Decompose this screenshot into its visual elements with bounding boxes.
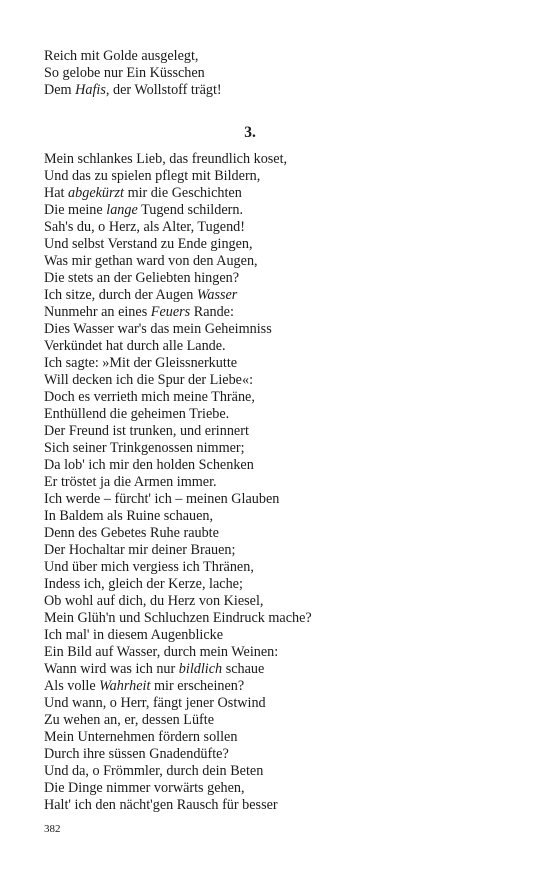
- line-text: Er tröstet ja die Armen immer.: [44, 474, 217, 490]
- line-text: Und selbst Verstand zu Ende gingen,: [44, 236, 253, 252]
- line-text: Und wann, o Herr, fängt jener Ostwind: [44, 695, 266, 711]
- line-text: Die meine: [44, 202, 107, 218]
- poem-line: [44, 610, 312, 627]
- poem-line: [44, 202, 312, 219]
- line-text: Der Hochaltar mir deiner Brauen;: [44, 542, 236, 558]
- line-text: Halt' ich den nächt'gen Rausch für besser: [44, 797, 278, 813]
- line-text: Und das zu spielen pflegt mit Bildern,: [44, 168, 261, 184]
- line-text: Enthüllend die geheimen Triebe.: [44, 406, 230, 422]
- poem-number-text: 3.: [244, 124, 256, 141]
- line-text: Doch es verrieth mich meine Thräne,: [44, 389, 255, 405]
- poem-line: [44, 355, 312, 372]
- poem-line: [44, 491, 312, 508]
- italic-text: lange: [106, 202, 138, 218]
- poem-line: [44, 48, 222, 65]
- line-text: Sah's du, o Herz, als Alter, Tugend!: [44, 219, 245, 235]
- poem-line: [44, 236, 312, 253]
- italic-text: Hafis: [75, 82, 106, 98]
- poem-line: [44, 389, 312, 406]
- poem-line: [44, 729, 312, 746]
- line-text: Die Dinge nimmer vorwärts gehen,: [44, 780, 245, 796]
- poem-line: [44, 712, 312, 729]
- line-text: Da lob' ich mir den holden Schenken: [44, 457, 254, 473]
- line-text: Mein Glüh'n und Schluchzen Eindruck mache?: [44, 610, 312, 626]
- line-text: Mein Unternehmen fördern sollen: [44, 729, 238, 745]
- poem-line: [44, 423, 312, 440]
- line-text: mir erscheinen?: [150, 678, 245, 694]
- line-text: In Baldem als Ruine schauen,: [44, 508, 214, 524]
- line-text: Dies Wasser war's das mein Geheimniss: [44, 321, 272, 337]
- poem-line: [44, 304, 312, 321]
- poem-line: [44, 253, 312, 270]
- line-text: Ich mal' in diesem Augenblicke: [44, 627, 224, 643]
- poem-line: [44, 168, 312, 185]
- line-text: Denn des Gebetes Ruhe raubte: [44, 525, 219, 541]
- line-text: So gelobe nur Ein Küsschen: [44, 65, 205, 81]
- line-text: Mein schlankes Lieb, das freundlich koset,: [44, 151, 288, 167]
- line-text: Ich werde – fürcht' ich – meinen Glauben: [44, 491, 280, 507]
- line-text: Hat: [44, 185, 69, 201]
- line-text: Ich sitze, durch der Augen: [44, 287, 197, 303]
- line-text: , der Wollstoff trägt!: [105, 82, 222, 98]
- poem-line: [44, 372, 312, 389]
- poem-line: [44, 695, 312, 712]
- line-text: Und da, o Frömmler, durch dein Beten: [44, 763, 264, 779]
- line-text: Rande:: [190, 304, 234, 320]
- line-text: Sich seiner Trinkgenossen nimmer;: [44, 440, 245, 456]
- poem-line: [44, 678, 312, 695]
- line-text: Indess ich, gleich der Kerze, lache;: [44, 576, 243, 592]
- poem-line: [44, 185, 312, 202]
- poem-line: [44, 780, 312, 797]
- line-text: Wann wird was ich nur: [44, 661, 179, 677]
- line-text: Reich mit Golde ausgelegt,: [44, 48, 199, 64]
- line-text: Die stets an der Geliebten hingen?: [44, 270, 240, 286]
- italic-text: abgekürzt: [68, 185, 125, 201]
- italic-text: Wahrheit: [99, 678, 151, 694]
- italic-text: Wasser: [196, 287, 238, 303]
- poem-line: [44, 321, 312, 338]
- line-text: Ob wohl auf dich, du Herz von Kiesel,: [44, 593, 264, 609]
- line-text: Durch ihre süssen Gnadendüfte?: [44, 746, 229, 762]
- poem-line: [44, 508, 312, 525]
- italic-text: Feuers: [150, 304, 191, 320]
- poem-line: [44, 457, 312, 474]
- poem-line: [44, 82, 222, 99]
- line-text: mir die Geschichten: [124, 185, 242, 201]
- line-text: Tugend schildern.: [137, 202, 244, 218]
- line-text: Will decken ich die Spur der Liebe«:: [44, 372, 254, 388]
- poem-line: [44, 406, 312, 423]
- line-text: Verkündet hat durch alle Lande.: [44, 338, 226, 354]
- poem-line: [44, 746, 312, 763]
- poem-line: [44, 576, 312, 593]
- line-text: Ein Bild auf Wasser, durch mein Weinen:: [44, 644, 279, 660]
- line-text: Dem: [44, 82, 76, 98]
- line-text: Zu wehen an, er, dessen Lüfte: [44, 712, 215, 728]
- poem-line: [44, 797, 312, 814]
- poem-line: [44, 270, 312, 287]
- line-text: Als volle: [44, 678, 100, 694]
- poem-line: [44, 338, 312, 355]
- poem-body: [44, 151, 312, 814]
- line-text: Ich sagte: »Mit der Gleissnerkutte: [44, 355, 238, 371]
- line-text: schaue: [222, 661, 265, 677]
- poem-line: [44, 627, 312, 644]
- poem-line: [44, 151, 312, 168]
- poem-line: [44, 593, 312, 610]
- line-text: Und über mich vergiess ich Thränen,: [44, 559, 254, 575]
- italic-text: bildlich: [178, 661, 223, 677]
- poem-line: [44, 474, 312, 491]
- poem-line: [44, 287, 312, 304]
- line-text: Was mir gethan ward von den Augen,: [44, 253, 258, 269]
- poem-line: [44, 542, 312, 559]
- poem-line: [44, 440, 312, 457]
- line-text: Nunmehr an eines: [44, 304, 151, 320]
- poem-line: [44, 219, 312, 236]
- poem-line: [44, 644, 312, 661]
- poem-line: [44, 763, 312, 780]
- poem-line: [44, 559, 312, 576]
- poem-line: [44, 661, 312, 678]
- page-number: 382: [44, 823, 61, 835]
- poem-line: [44, 65, 222, 82]
- poem-line: [44, 525, 312, 542]
- poem-number: [0, 124, 500, 142]
- preamble-stanza: [44, 48, 222, 99]
- line-text: Der Freund ist trunken, und erinnert: [44, 423, 249, 439]
